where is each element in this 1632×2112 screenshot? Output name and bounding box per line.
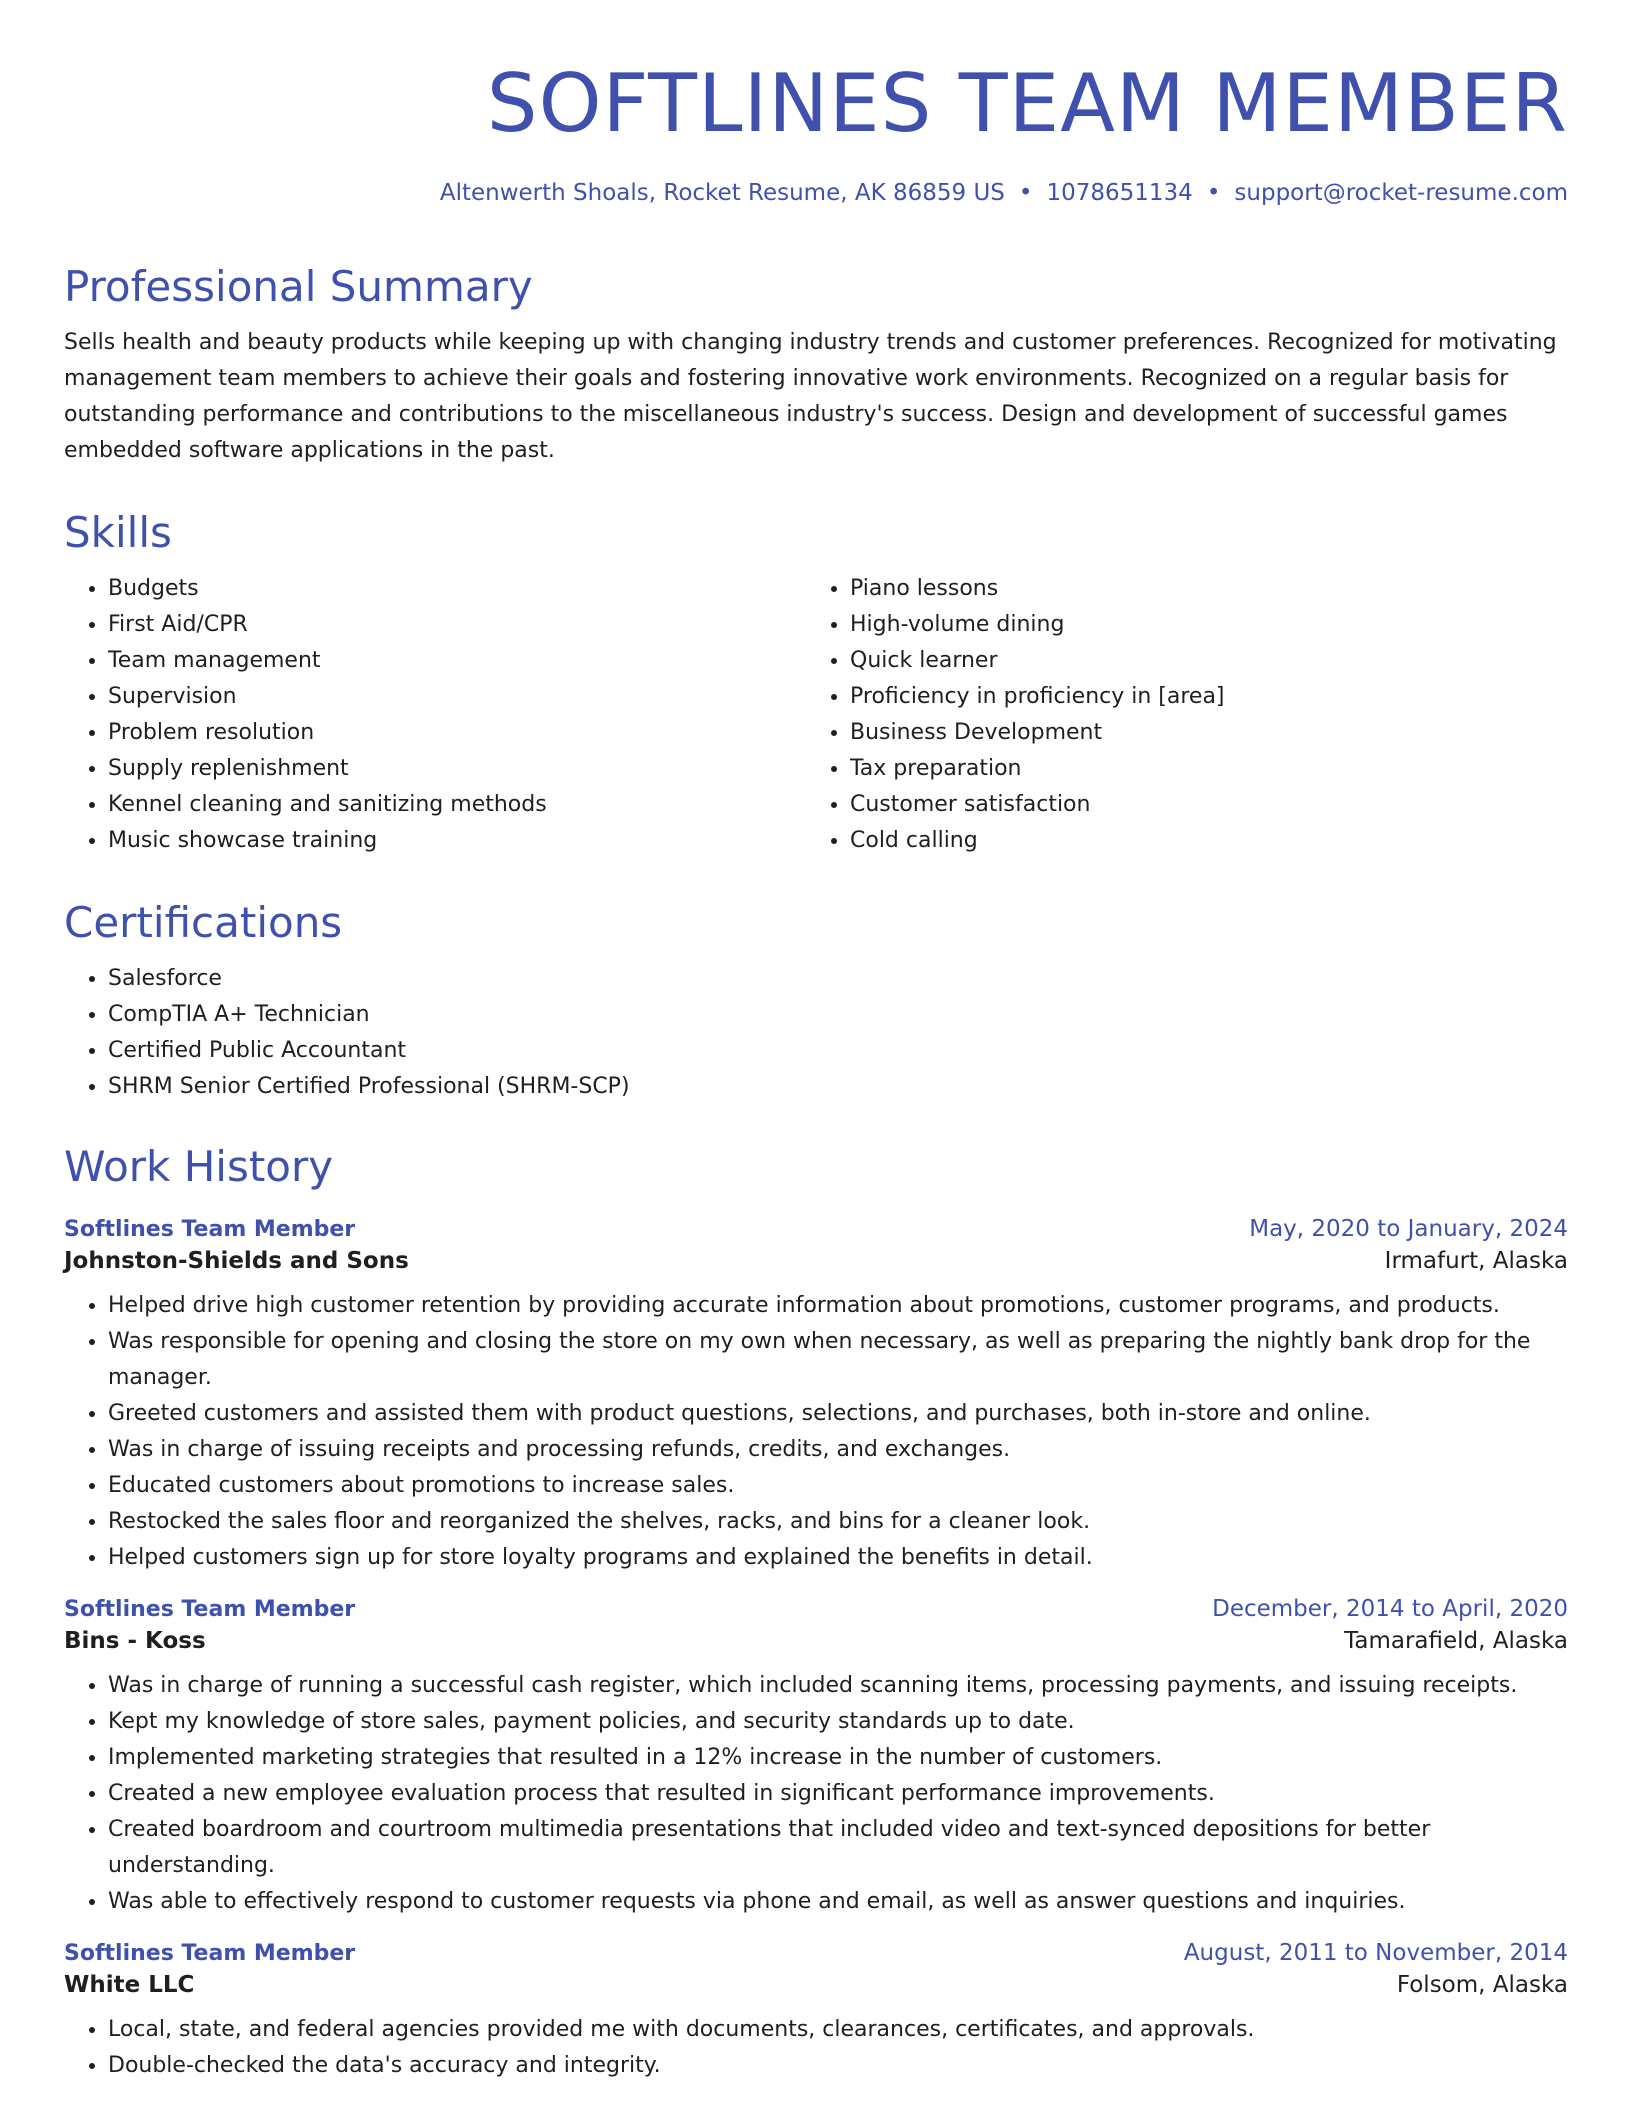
contact-separator: • (1018, 180, 1033, 206)
list-item: • Created boardroom and courtroom multimedia presentations that included video and text-synced depositions for better understanding. (108, 1812, 1568, 1884)
job-company-row (64, 1248, 1568, 1274)
list-item: • Helped drive high customer retention by providing accurate information about promotions, customer programs, and products. (108, 1288, 1568, 1324)
list-item: • Cold calling (850, 823, 1548, 859)
skills-right-column (806, 571, 1548, 859)
summary-section (64, 262, 1568, 469)
list-item: • Certified Public Accountant (108, 1033, 1568, 1069)
list-item: • High-volume dining (850, 607, 1548, 643)
job-company: White LLC (64, 1972, 195, 1998)
job-company-row (64, 1972, 1568, 1998)
job-company: Bins - Koss (64, 1628, 206, 1654)
list-item: • Helped customers sign up for store loyalty programs and explained the benefits in detail. (108, 1540, 1568, 1576)
list-item: • Customer satisfaction (850, 787, 1548, 823)
contact-separator: • (1206, 180, 1221, 206)
job-dates: December, 2014 to April, 2020 (1212, 1596, 1568, 1622)
skills-columns (64, 571, 1568, 859)
skills-left-list (64, 571, 806, 859)
job-title: Softlines Team Member (64, 1217, 356, 1242)
list-item: • Team management (108, 643, 806, 679)
list-item: • Local, state, and federal agencies provided me with documents, clearances, certificates, and approvals. (108, 2012, 1568, 2048)
job-bullets (64, 1288, 1568, 1576)
resume-title: SOFTLINES TEAM MEMBER (486, 57, 1568, 150)
job-entry (64, 1940, 1568, 2084)
job-company: Johnston-Shields and Sons (64, 1248, 409, 1274)
list-item: • Business Development (850, 715, 1548, 751)
list-item: • SHRM Senior Certified Professional (SHRM-SCP) (108, 1069, 1568, 1105)
certifications-heading: Certifications (64, 898, 343, 947)
job-title: Softlines Team Member (64, 1597, 356, 1622)
list-item: • Salesforce (108, 961, 1568, 997)
list-item: • Proficiency in proficiency in [area] (850, 679, 1548, 715)
list-item: • First Aid/CPR (108, 607, 806, 643)
list-item: • Music showcase training (108, 823, 806, 859)
summary-text: Sells health and beauty products while keeping up with changing industry trends and customer preferences. Recognized for motivating management team members to achieve their goals and fostering innovative work environments. Recognized on a regular basis for outstanding performance and contributions to the miscellaneous industry's success. Design and development of successful games embedded software applications in the past. (64, 330, 1557, 463)
contact-line (440, 180, 1568, 206)
list-item: • Double-checked the data's accuracy and integrity. (108, 2048, 1568, 2084)
job-dates: August, 2011 to November, 2014 (1183, 1940, 1568, 1966)
job-header-row (64, 1596, 1568, 1622)
job-entry (64, 1596, 1568, 1920)
list-item: • Implemented marketing strategies that resulted in a 12% increase in the number of customers. (108, 1740, 1568, 1776)
skills-left-column (64, 571, 806, 859)
certifications-list (64, 961, 1568, 1105)
list-item: • Was able to effectively respond to customer requests via phone and email, as well as answer questions and inquiries. (108, 1884, 1568, 1920)
contact-address: Altenwerth Shoals, Rocket Resume, AK 86859 US (439, 180, 1005, 206)
list-item: • Created a new employee evaluation process that resulted in significant performance improvements. (108, 1776, 1568, 1812)
job-header-row (64, 1216, 1568, 1242)
skills-section (64, 508, 1568, 859)
work-history-heading: Work History (64, 1142, 334, 1191)
list-item: • Budgets (108, 571, 806, 607)
list-item: • Supply replenishment (108, 751, 806, 787)
list-item: • Was responsible for opening and closing the store on my own when necessary, as well as preparing the nightly bank drop for the manager. (108, 1324, 1568, 1396)
contact-email[interactable]: support@rocket-resume.com (1234, 180, 1568, 206)
skills-heading: Skills (64, 508, 172, 557)
list-item: • Restocked the sales floor and reorganized the shelves, racks, and bins for a cleaner look. (108, 1504, 1568, 1540)
list-item: • Piano lessons (850, 571, 1548, 607)
list-item: • Problem resolution (108, 715, 806, 751)
list-item: • Kennel cleaning and sanitizing methods (108, 787, 806, 823)
list-item: • Was in charge of running a successful cash register, which included scanning items, processing payments, and issuing receipts. (108, 1668, 1568, 1704)
list-item: • CompTIA A+ Technician (108, 997, 1568, 1033)
job-bullets (64, 2012, 1568, 2084)
job-dates: May, 2020 to January, 2024 (1249, 1216, 1568, 1242)
job-header-row (64, 1940, 1568, 1966)
job-location: Folsom, Alaska (1396, 1972, 1568, 1998)
job-bullets (64, 1668, 1568, 1920)
list-item: • Educated customers about promotions to increase sales. (108, 1468, 1568, 1504)
job-entry (64, 1216, 1568, 1576)
certifications-section (64, 898, 1568, 1105)
list-item: • Supervision (108, 679, 806, 715)
job-title: Softlines Team Member (64, 1941, 356, 1966)
job-location: Irmafurt, Alaska (1384, 1248, 1568, 1274)
list-item: • Kept my knowledge of store sales, payment policies, and security standards up to date. (108, 1704, 1568, 1740)
work-history-section (64, 1142, 1568, 1192)
summary-heading: Professional Summary (64, 262, 533, 311)
list-item: • Greeted customers and assisted them with product questions, selections, and purchases, both in-store and online. (108, 1396, 1568, 1432)
list-item: • Tax preparation (850, 751, 1548, 787)
job-location: Tamarafield, Alaska (1344, 1628, 1568, 1654)
skills-right-list (806, 571, 1548, 859)
list-item: • Quick learner (850, 643, 1548, 679)
contact-phone: 1078651134 (1046, 180, 1193, 206)
list-item: • Was in charge of issuing receipts and processing refunds, credits, and exchanges. (108, 1432, 1568, 1468)
job-company-row (64, 1628, 1568, 1654)
